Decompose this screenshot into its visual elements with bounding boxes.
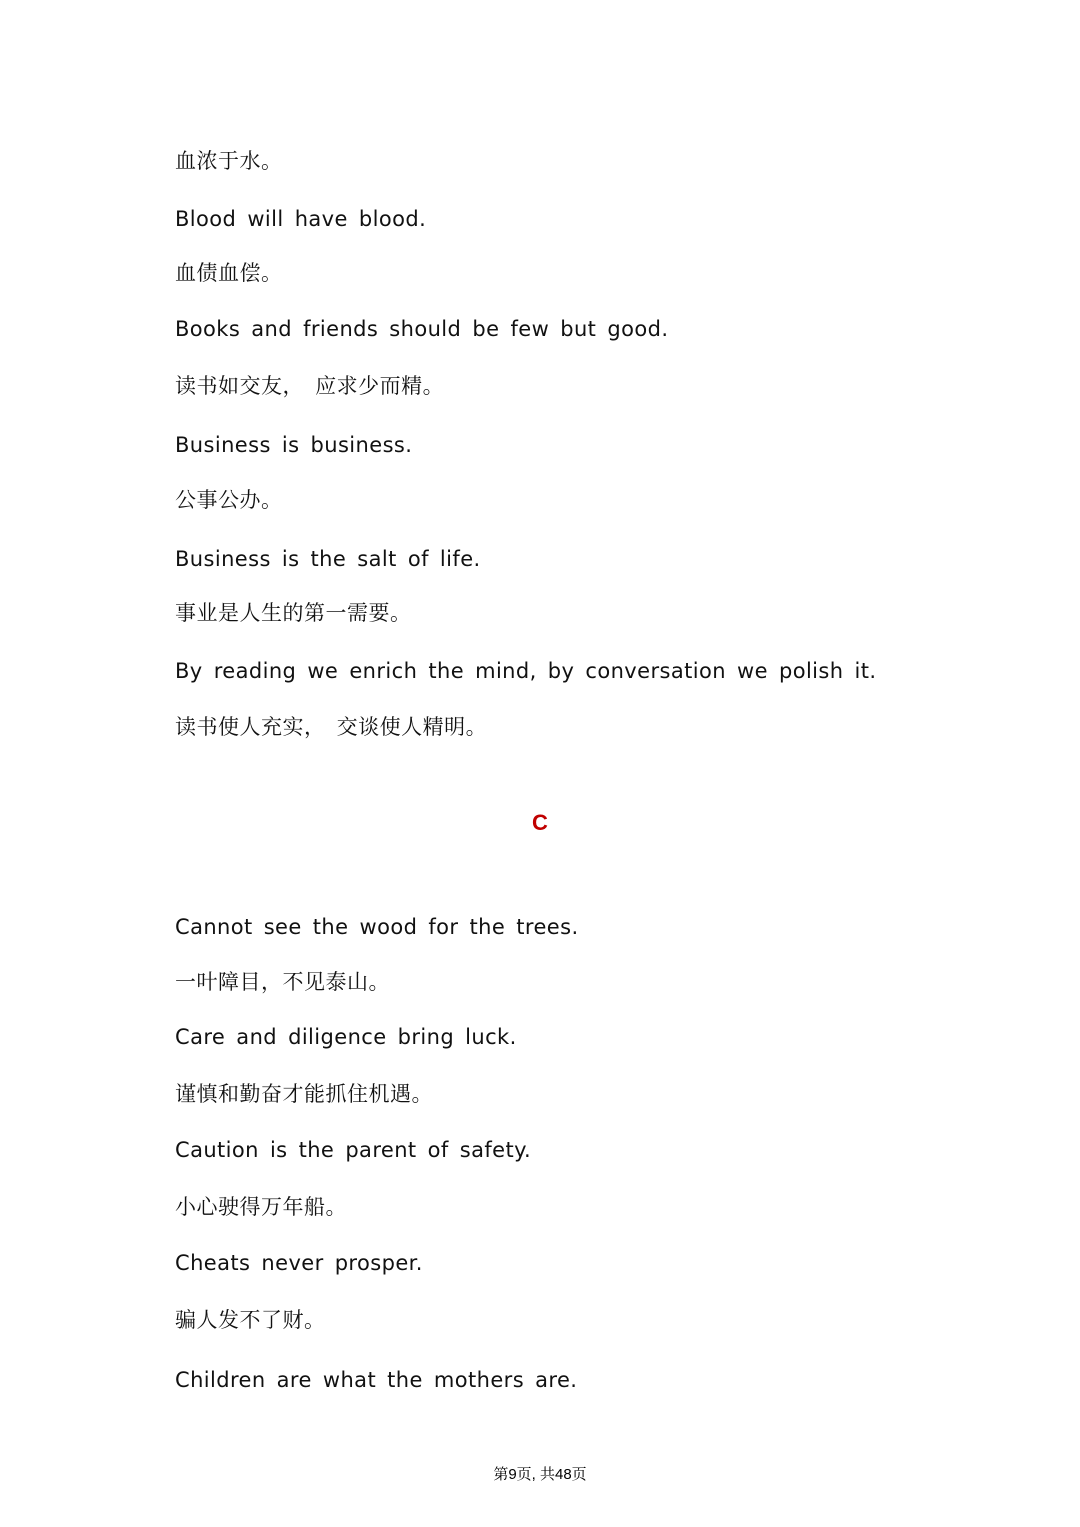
proverb-english: Care and diligence bring luck. <box>175 1025 517 1049</box>
proverb-english: Cannot see the wood for the trees. <box>175 915 579 939</box>
proverb-chinese: 小心驶得万年船。 <box>175 1195 347 1219</box>
proverb-chinese: 骗人发不了财。 <box>175 1308 326 1332</box>
proverb-chinese: 谨慎和勤奋才能抓住机遇。 <box>175 1082 433 1106</box>
proverb-chinese: 血债血偿。 <box>175 261 283 285</box>
proverb-english: Caution is the parent of safety. <box>175 1138 532 1162</box>
proverb-chinese: 一叶障目，不见泰山。 <box>175 970 390 994</box>
proverb-english: Books and friends should be few but good. <box>175 317 669 341</box>
proverb-chinese: 读书如交友， 应求少而精。 <box>175 374 445 398</box>
proverb-english: Blood will have blood. <box>175 207 427 231</box>
proverb-english: Cheats never prosper. <box>175 1251 423 1275</box>
proverb-english: Business is the salt of life. <box>175 547 481 571</box>
proverb-chinese: 读书使人充实， 交谈使人精明。 <box>175 715 488 739</box>
section-heading-c: C <box>532 810 548 835</box>
proverb-english: Business is business. <box>175 433 413 457</box>
proverb-english: By reading we enrich the mind, by conversation we polish it. <box>175 659 877 683</box>
proverb-chinese: 公事公办。 <box>175 488 283 512</box>
proverb-english: Children are what the mothers are. <box>175 1368 578 1392</box>
proverb-chinese: 事业是人生的第一需要。 <box>175 601 412 625</box>
page-number-footer: 第9页, 共48页 <box>493 1466 587 1483</box>
proverb-chinese: 血浓于水。 <box>175 149 283 173</box>
